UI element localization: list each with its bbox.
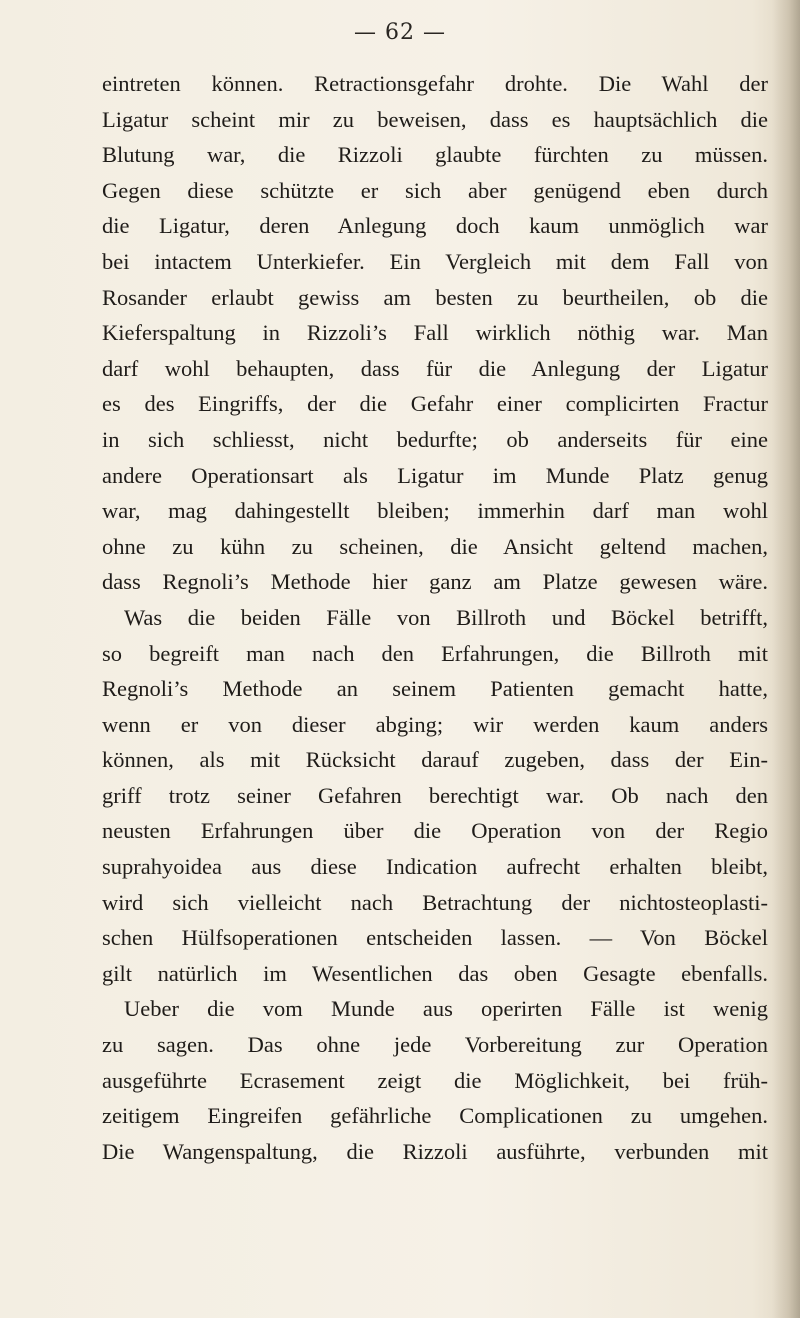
text-line: Was die beiden Fälle von Billroth und Böckel betrifft, xyxy=(124,604,768,630)
text-line: schen Hülfsoperationen entscheiden lassen. — Von Böckel xyxy=(102,925,768,951)
text-line: zeitigem Eingreifen gefährliche Complicationen zu umgehen. xyxy=(102,1103,768,1129)
text-line: so begreift man nach den Erfahrungen, die Billroth mit xyxy=(102,640,768,666)
text-line: können, als mit Rücksicht darauf zugeben, dass der Ein- xyxy=(102,747,768,773)
text-line: eintreten können. Retractionsgefahr drohte. Die Wahl der xyxy=(102,71,768,96)
text-line: Gegen diese schützte er sich aber genügend eben durch xyxy=(102,177,768,203)
text-line: Rosander erlaubt gewiss am besten zu beurtheilen, ob die xyxy=(102,284,768,310)
text-line: Kieferspaltung in Rizzoli’s Fall wirklich nöthig war. Man xyxy=(102,320,768,346)
text-line: es des Eingriffs, der die Gefahr einer complicirten Fractur xyxy=(102,391,768,417)
text-line: wird sich vielleicht nach Betrachtung der nichtosteoplasti- xyxy=(102,889,768,915)
page-edge-shadow xyxy=(772,0,800,1318)
text-line: Ueber die vom Munde aus operirten Fälle ist wenig xyxy=(124,996,768,1022)
text-line: darf wohl behaupten, dass für die Anlegung der Ligatur xyxy=(102,355,768,381)
text-line: dass Regnoli’s Methode hier ganz am Platze gewesen wäre. xyxy=(102,569,768,595)
text-line: Regnoli’s Methode an seinem Patienten gemacht hatte, xyxy=(102,676,768,702)
text-line: Blutung war, die Rizzoli glaubte fürchten zu müssen. xyxy=(102,142,768,168)
text-line: neusten Erfahrungen über die Operation von der Regio xyxy=(102,818,768,844)
text-line: ausgeführte Ecrasement zeigt die Möglichkeit, bei früh- xyxy=(102,1067,768,1093)
text-line: bei intactem Unterkiefer. Ein Vergleich mit dem Fall von xyxy=(102,248,768,274)
text-line: war, mag dahingestellt bleiben; immerhin darf man wohl xyxy=(102,498,768,524)
page-number: — 62 — xyxy=(354,20,446,45)
text-line: andere Operationsart als Ligatur im Munde Platz genug xyxy=(102,462,768,488)
text-line: griff trotz seiner Gefahren berechtigt war. Ob nach den xyxy=(102,782,768,808)
text-line: gilt natürlich im Wesentlichen das oben Gesagte ebenfalls. xyxy=(102,960,768,986)
text-line: Ligatur scheint mir zu beweisen, dass es hauptsächlich die xyxy=(102,106,768,132)
text-line: wenn er von dieser abging; wir werden kaum anders xyxy=(102,711,768,737)
text-line: suprahyoidea aus diese Indication aufrecht erhalten bleibt, xyxy=(102,854,768,880)
body-text xyxy=(102,66,768,1169)
text-line: Die Wangenspaltung, die Rizzoli ausführte, verbunden mit xyxy=(102,1138,768,1164)
text-line: in sich schliesst, nicht bedurfte; ob anderseits für eine xyxy=(102,426,768,452)
text-line: die Ligatur, deren Anlegung doch kaum unmöglich war xyxy=(102,213,768,239)
text-line: zu sagen. Das ohne jede Vorbereitung zur Operation xyxy=(102,1032,768,1058)
text-line: ohne zu kühn zu scheinen, die Ansicht geltend machen, xyxy=(102,533,768,559)
